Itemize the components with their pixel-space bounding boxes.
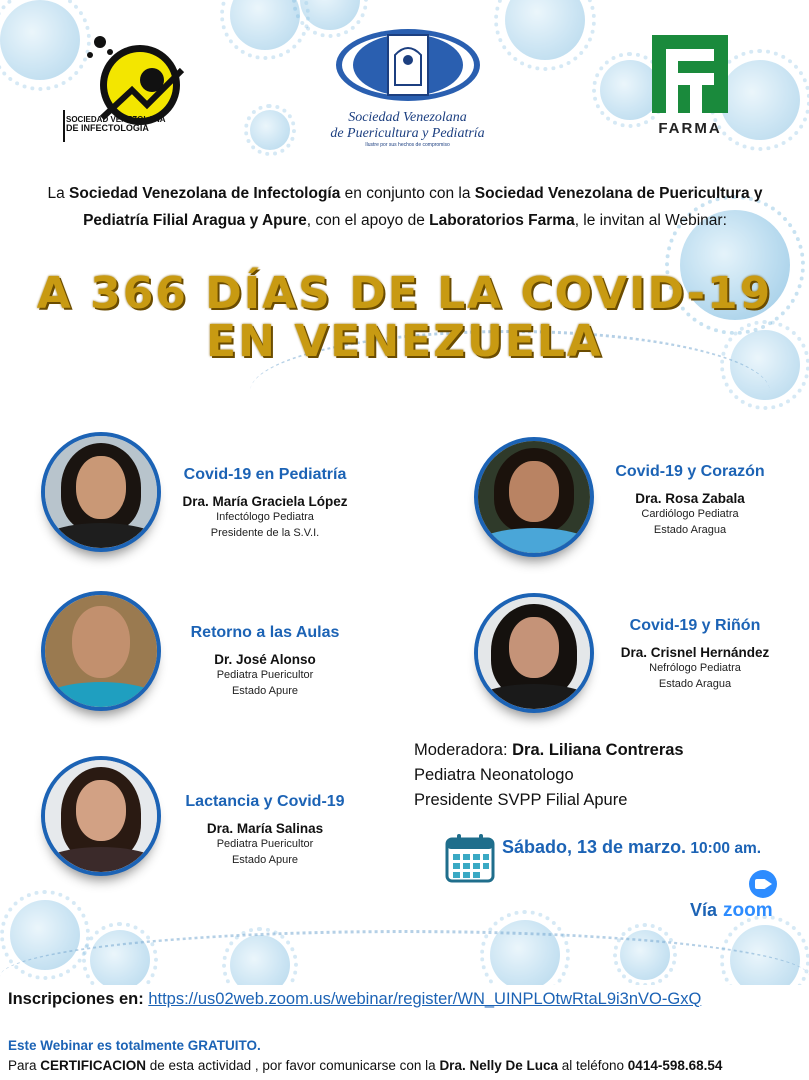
intro-t4: , le invitan al Webinar: (574, 212, 727, 229)
svpp-tagline: Ilustre por sus hechos de compromiso (365, 142, 450, 148)
registration-line (8, 990, 701, 1009)
registration-link[interactable]: https://us02web.zoom.us/webinar/register/WN_UINPLOtwRtaL9i3nVO-GxQ (148, 990, 702, 1008)
talk-topic: Covid-19 y Riñón (629, 617, 761, 634)
svi-line2: DE INFECTOLOGIA (66, 123, 149, 133)
intro-svpp: Sociedad Venezolana de Puericultura y Pediatría Filial Aragua y Apure (83, 185, 763, 229)
svpp-logo (325, 25, 490, 150)
cert-t3: al teléfono (557, 1058, 628, 1073)
speaker-affiliation: Presidente de la S.V.I. (210, 527, 320, 539)
farma-logo (640, 35, 740, 140)
svi-line1: SOCIEDAD VENEZOLANA (66, 115, 166, 124)
cert-keyword: CERTIFICACION (40, 1058, 147, 1073)
speaker-photo-hernandez (474, 593, 594, 713)
svpp-emblem-icon (333, 25, 483, 105)
speaker-name: Dra. María Graciela López (182, 494, 348, 509)
event-time: 10:00 am. (686, 840, 762, 857)
svpp-line2: de Puericultura y Pediatría (330, 126, 485, 141)
speaker-role: Nefrólogo Pediatra (649, 662, 741, 674)
moderator-name: Dra. Liliana Contreras (512, 741, 684, 759)
zoom-icon (749, 870, 777, 898)
speaker-name: Dra. Crisnel Hernández (620, 645, 770, 660)
speaker-role: Infectólogo Pediatra (216, 511, 314, 523)
speaker-photo-alonso (41, 591, 161, 711)
svi-logo (62, 30, 202, 145)
speaker-card-hernandez (590, 617, 800, 692)
speaker-affiliation: Estado Aragua (658, 678, 732, 690)
moderator-block (414, 738, 684, 813)
event-title-line2: EN VENEZUELA (206, 316, 603, 367)
intro-t2: en conjunto con la (340, 185, 475, 202)
intro-text (20, 180, 790, 234)
speaker-name: Dra. Rosa Zabala (635, 491, 745, 506)
intro-svi: Sociedad Venezolana de Infectología (69, 185, 341, 202)
intro-t1: La (47, 185, 70, 202)
speaker-affiliation: Estado Aragua (653, 524, 727, 536)
farma-emblem-icon (652, 35, 728, 113)
cert-t2: de esta actividad , por favor comunicarse con la (146, 1058, 440, 1073)
free-notice: Este Webinar es totalmente GRATUITO. (8, 1038, 261, 1053)
speaker-role: Pediatra Puericultor (216, 838, 314, 850)
event-date (502, 837, 761, 858)
event-date-text: Sábado, 13 de marzo. (502, 837, 687, 857)
speaker-affiliation: Estado Apure (231, 854, 299, 866)
cert-phone: 0414-598.68.54 (627, 1058, 723, 1073)
speaker-affiliation: Estado Apure (231, 685, 299, 697)
speaker-role: Cardiólogo Pediatra (641, 508, 739, 520)
talk-topic: Covid-19 y Corazón (615, 463, 765, 480)
speaker-photo-zabala (474, 437, 594, 557)
speaker-card-alonso (170, 624, 360, 699)
talk-topic: Retorno a las Aulas (190, 624, 340, 641)
moderator-role: Pediatra Neonatologo (414, 766, 574, 784)
calendar-icon (445, 833, 495, 883)
speaker-photo-salinas (41, 756, 161, 876)
speaker-card-zabala (590, 463, 790, 538)
moderator-affiliation: Presidente SVPP Filial Apure (414, 791, 628, 809)
event-title-line1: A 366 DÍAS DE LA COVID-19 (36, 268, 773, 319)
registration-label: Inscripciones en: (8, 990, 144, 1008)
talk-topic: Lactancia y Covid-19 (185, 793, 345, 810)
intro-farma: Laboratorios Farma (429, 212, 575, 229)
cert-t1: Para (8, 1058, 41, 1073)
platform-line (690, 900, 773, 922)
certification-line (8, 1058, 722, 1073)
svpp-line1: Sociedad Venezolana (348, 110, 467, 125)
via-label: Vía (690, 900, 718, 920)
speaker-name: Dr. José Alonso (214, 652, 316, 667)
moderator-label: Moderadora: (414, 741, 513, 759)
talk-topic: Covid-19 en Pediatría (183, 466, 347, 483)
cert-contact-name: Dra. Nelly De Luca (439, 1058, 558, 1073)
speaker-card-salinas (165, 793, 365, 868)
speaker-name: Dra. María Salinas (206, 821, 324, 836)
intro-t3: , con el apoyo de (306, 212, 430, 229)
speaker-role: Pediatra Puericultor (216, 669, 314, 681)
speaker-photo-lopez (41, 432, 161, 552)
zoom-wordmark: zoom (723, 900, 773, 921)
farma-name: FARMA (658, 120, 722, 137)
speaker-card-lopez (160, 466, 370, 541)
